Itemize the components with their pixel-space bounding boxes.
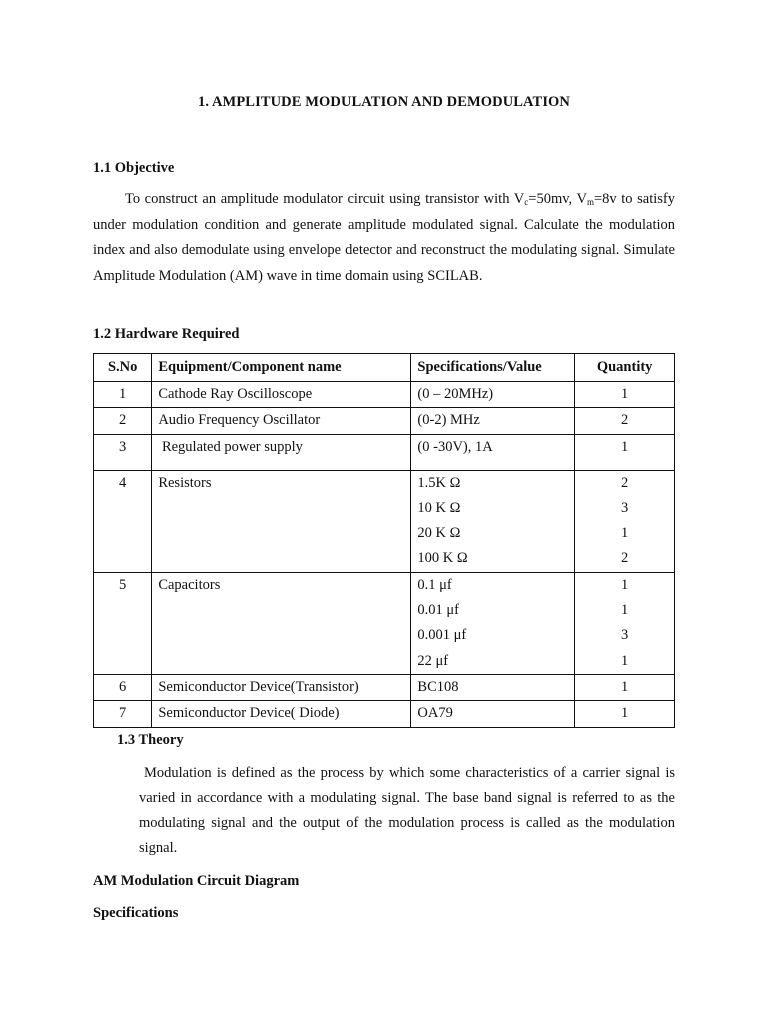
table-header-row [94, 354, 675, 382]
document-title: 1. AMPLITUDE MODULATION AND DEMODULATION [197, 94, 571, 110]
column-header-quantity: Quantity [575, 354, 675, 382]
spec-value: (0 -30V), 1A [417, 438, 493, 455]
table-row [94, 408, 675, 434]
spec-value: 10 K Ω [417, 499, 461, 516]
spec-value: 22 μf [417, 652, 449, 669]
cell-equipment-name: Semiconductor Device( Diode) [152, 701, 411, 727]
cell-sno: 3 [94, 434, 152, 470]
table-row [94, 701, 675, 727]
quantity-value: 1 [621, 525, 629, 542]
cell-equipment-name: Capacitors [152, 572, 411, 674]
quantity-value: 3 [621, 627, 629, 644]
cell-specifications [411, 408, 575, 434]
quantity-value: 1 [621, 705, 629, 722]
spec-value: 0.001 μf [417, 627, 467, 644]
spec-value: (0-2) MHz [417, 412, 480, 429]
column-header-sno: S.No [94, 354, 152, 382]
spec-value: OA79 [417, 705, 453, 722]
spec-value: BC108 [417, 678, 459, 695]
cell-equipment-name: Semiconductor Device(Transistor) [152, 674, 411, 700]
spec-value: (0 – 20MHz) [417, 386, 494, 402]
cell-sno: 4 [94, 470, 152, 572]
spec-value: 100 K Ω [417, 550, 468, 567]
cell-quantity [575, 408, 675, 434]
objective-text-start: To construct an amplitude modulator circuit using transistor with V [125, 191, 525, 207]
cell-sno: 5 [94, 572, 152, 674]
cell-sno: 1 [94, 382, 152, 408]
vc-subscript: c [524, 197, 529, 207]
cell-equipment-name: Cathode Ray Oscilloscope [152, 382, 411, 408]
cell-specifications [411, 470, 575, 572]
cell-specifications [411, 674, 575, 700]
cell-sno: 2 [94, 408, 152, 434]
quantity-value: 3 [621, 499, 629, 516]
specifications-heading: Specifications [93, 905, 179, 921]
cell-quantity [575, 701, 675, 727]
spec-value: 1.5K Ω [417, 474, 461, 491]
table-body [94, 382, 675, 728]
quantity-value: 2 [621, 474, 629, 491]
hardware-table [93, 353, 675, 728]
cell-quantity [575, 674, 675, 700]
table-row [94, 382, 675, 408]
circuit-diagram-heading: AM Modulation Circuit Diagram [93, 873, 300, 889]
table-row [94, 470, 675, 572]
cell-sno: 6 [94, 674, 152, 700]
vm-subscript: m [586, 197, 594, 207]
column-header-name: Equipment/Component name [152, 354, 411, 382]
cell-sno: 7 [94, 701, 152, 727]
cell-equipment-name: Regulated power supply [152, 434, 411, 470]
cell-quantity [575, 470, 675, 572]
theory-text: Modulation is defined as the process by which some characteristics of a carrier signal is varied in accordance with a modulating signal. The base band signal is referred to as the modulating signal and the output of the modulation process is called as the modulation signal. [139, 765, 675, 856]
table-row [94, 572, 675, 674]
cell-equipment-name: Audio Frequency Oscillator [152, 408, 411, 434]
table-row [94, 434, 675, 470]
table-row [94, 674, 675, 700]
objective-text-mid: =50mv, V [528, 191, 587, 207]
spec-value: 0.01 μf [417, 602, 460, 619]
quantity-value: 1 [621, 652, 629, 669]
objective-paragraph [93, 187, 675, 289]
cell-specifications [411, 434, 575, 470]
quantity-value: 1 [621, 386, 629, 402]
cell-equipment-name: Resistors [152, 470, 411, 572]
cell-quantity [575, 572, 675, 674]
spec-value: 0.1 μf [417, 576, 452, 593]
quantity-value: 1 [621, 576, 629, 593]
objective-heading: 1.1 Objective [93, 160, 175, 176]
quantity-value: 1 [621, 438, 629, 455]
column-header-specs: Specifications/Value [411, 354, 575, 382]
hardware-heading: 1.2 Hardware Required [93, 326, 240, 342]
quantity-value: 1 [621, 602, 629, 619]
spec-value: 20 K Ω [417, 525, 461, 542]
theory-heading: 1.3 Theory [117, 732, 184, 748]
theory-paragraph [139, 761, 675, 861]
cell-specifications [411, 701, 575, 727]
cell-specifications [411, 572, 575, 674]
cell-specifications [411, 382, 575, 408]
quantity-value: 2 [621, 550, 629, 567]
quantity-value: 2 [621, 412, 629, 429]
quantity-value: 1 [621, 678, 629, 695]
objective-text-end: =8v to satisfy under modulation condition and generate amplitude modulated signal. Calculate the modulation index and also demodulate using envelope detector and reconstruct the modulating signal. Simulate Amplitude Modulation (AM) wave in time domain using SCILAB. [93, 191, 675, 284]
cell-quantity [575, 434, 675, 470]
cell-quantity [575, 382, 675, 408]
